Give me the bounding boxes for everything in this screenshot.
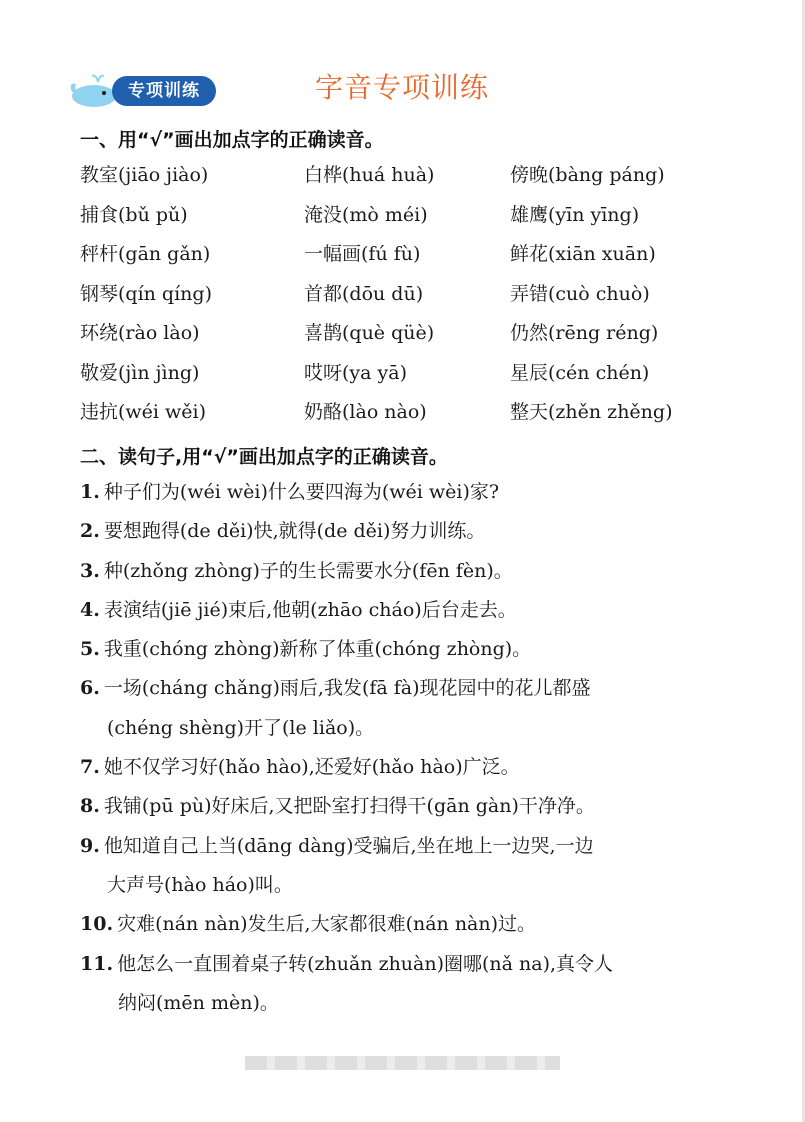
- word-item: 傍晚(bàng páng): [510, 164, 665, 186]
- sentence-line: [80, 595, 740, 634]
- section-badge: [70, 66, 220, 110]
- sentence-line: [80, 909, 740, 948]
- word-item: 捕食(bǔ pǔ): [80, 203, 188, 226]
- sentence-list: [80, 477, 740, 1027]
- sentence-line: [80, 831, 740, 870]
- word-grid: [80, 160, 760, 437]
- sentence-number: 11.: [80, 952, 114, 975]
- page-header: [70, 66, 750, 116]
- sentence-line: [80, 949, 740, 988]
- sentence-text: 他知道自己上当(dāng dàng)受骗后,坐在地上一边哭,一边: [103, 834, 594, 857]
- sentence-text: 纳闷(mēn mèn)。: [118, 991, 279, 1014]
- badge-label: 专项训练: [112, 76, 216, 106]
- sentence-text: (chéng shèng)开了(le liǎo)。: [107, 716, 375, 739]
- grid-row: [80, 239, 760, 279]
- word-item: 鲜花(xiān xuān): [510, 243, 656, 265]
- sentence-text: 一场(cháng chǎng)雨后,我发(fā fà)现花园中的花儿都盛: [103, 677, 591, 700]
- sentence-number: 10.: [80, 913, 114, 936]
- grid-row: [80, 358, 760, 398]
- word-item: 教室(jiāo jiào): [80, 164, 209, 186]
- sentence-text: 他怎么一直围着桌子转(zhuǎn zhuàn)圈哪(nǎ na),真令人: [117, 952, 614, 975]
- sentence-text: 表演结(jiē jié)束后,他朝(zhāo cháo)后台走去。: [103, 598, 517, 621]
- word-item: 仍然(rēng réng): [510, 322, 659, 344]
- sentence-text: 我重(chóng zhòng)新称了体重(chóng zhòng)。: [103, 638, 532, 661]
- sentence-number: 1.: [80, 481, 100, 503]
- sentence-number: 7.: [80, 756, 100, 779]
- sentence-line: [80, 634, 740, 673]
- word-item: 整天(zhěn zhěng): [510, 401, 673, 423]
- sentence-text: 灾难(nán nàn)发生后,大家都很难(nán nàn)过。: [117, 913, 537, 936]
- word-item: 违抗(wéi wěi): [80, 401, 207, 423]
- sentence-number: 4.: [80, 598, 100, 621]
- sentence-continuation: [80, 713, 740, 752]
- section-2-heading: 二、读句子,用“√”画出加点字的正确读音。: [80, 446, 448, 468]
- word-item: 首都(dōu dū): [304, 282, 424, 305]
- section-1-heading: 一、用“√”画出加点字的正确读音。: [80, 129, 384, 151]
- sentence-line: [80, 516, 740, 555]
- word-item: 环绕(rào lào): [80, 322, 200, 344]
- sentence-text: 我铺(pū pù)好床后,又把卧室打扫得干(gān gàn)干净净。: [103, 795, 595, 818]
- sentence-text: 大声号(hào háo)叫。: [107, 873, 293, 896]
- sentence-line: [80, 556, 740, 595]
- grid-row: [80, 200, 760, 240]
- word-item: 秤杆(gān gǎn): [80, 243, 211, 265]
- sentence-number: 6.: [80, 677, 100, 700]
- word-item: 敬爱(jìn jìng): [80, 361, 200, 384]
- page-title: 字音专项训练: [315, 71, 490, 104]
- grid-row: [80, 279, 760, 319]
- word-item: 喜鹊(què qüè): [304, 322, 435, 344]
- sentence-continuation: [80, 870, 740, 909]
- sentence-line: [80, 673, 740, 712]
- grid-row: [80, 160, 760, 200]
- sentence-continuation: [80, 988, 740, 1027]
- sentence-text: 种(zhǒng zhòng)子的生长需要水分(fēn fèn)。: [103, 559, 513, 582]
- sentence-number: 2.: [80, 520, 100, 543]
- sentence-line: [80, 477, 740, 516]
- sentence-text: 种子们为(wéi wèi)什么要四海为(wéi wèi)家?: [103, 481, 500, 503]
- blurred-watermark: [245, 1056, 560, 1070]
- word-item: 钢琴(qín qíng): [80, 282, 212, 305]
- word-item: 奶酪(lào nào): [304, 401, 427, 423]
- sentence-line: [80, 791, 740, 830]
- word-item: 一幅画(fú fù): [304, 243, 421, 265]
- sentence-number: 5.: [80, 638, 100, 661]
- grid-row: [80, 397, 760, 437]
- sentence-line: [80, 752, 740, 791]
- sentence-number: 8.: [80, 795, 100, 818]
- sentence-text: 她不仅学习好(hǎo hào),还爱好(hǎo hào)广泛。: [103, 756, 520, 779]
- word-item: 雄鹰(yīn yīng): [510, 203, 640, 226]
- sentence-number: 3.: [80, 559, 100, 582]
- word-item: 弄错(cuò chuò): [510, 282, 650, 305]
- word-item: 淹没(mò méi): [304, 203, 428, 226]
- word-item: 白桦(huá huà): [304, 164, 435, 186]
- grid-row: [80, 318, 760, 358]
- sentence-number: 9.: [80, 834, 100, 857]
- word-item: 星辰(cén chén): [510, 361, 650, 384]
- word-item: 哎呀(ya yā): [304, 361, 407, 384]
- sentence-text: 要想跑得(de děi)快,就得(de děi)努力训练。: [103, 520, 486, 543]
